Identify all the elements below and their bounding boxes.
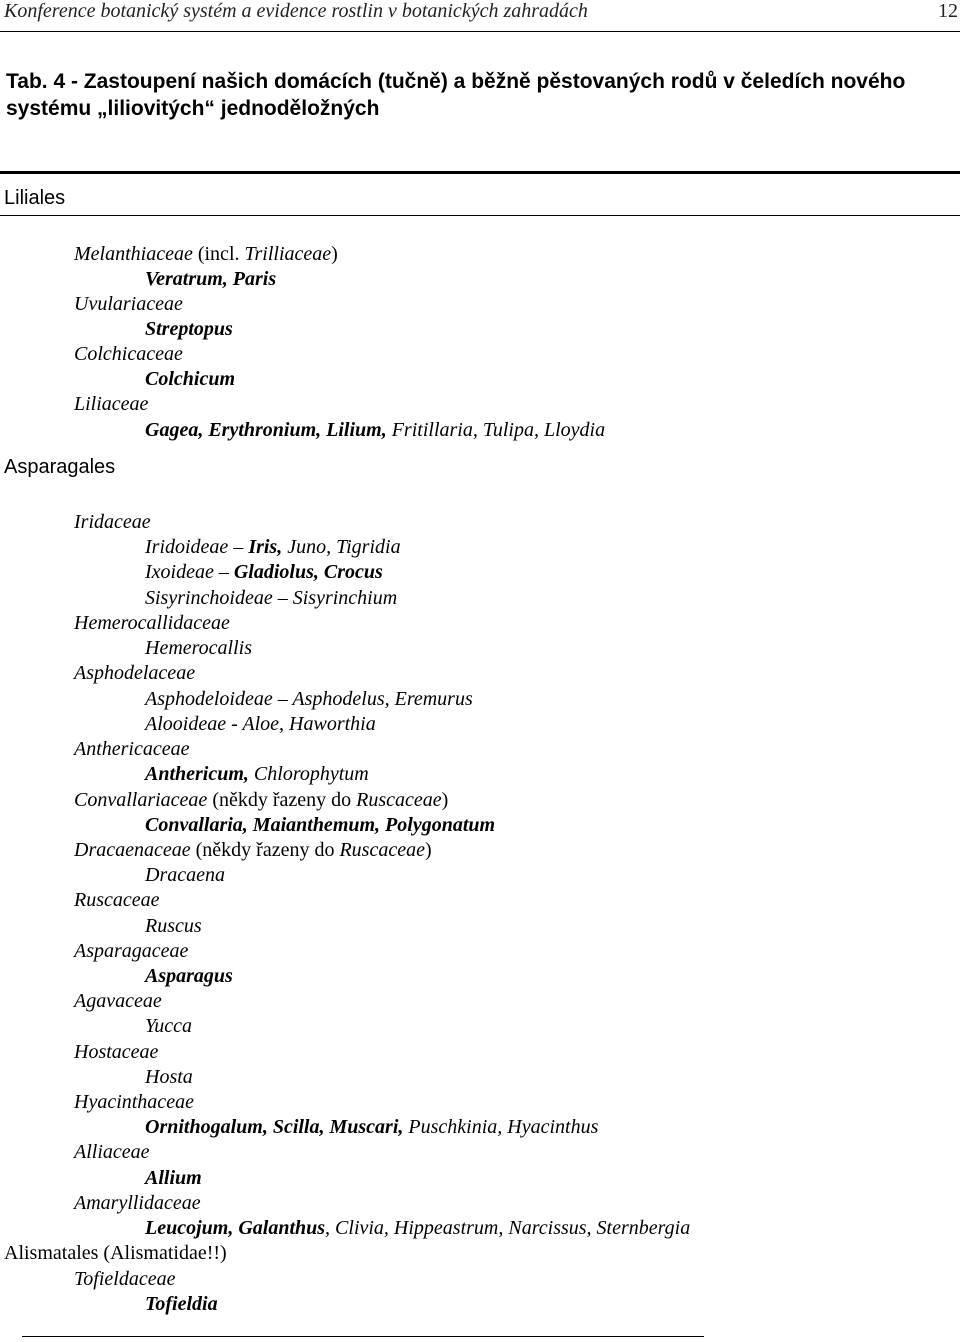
conference-title: Konference botanický systém a evidence rostlin v botanických zahradách	[4, 0, 588, 22]
footnote-rule	[22, 1336, 704, 1337]
genera-alooideae: Alooideae - Aloe, Haworthia	[145, 713, 376, 735]
family-hyacinthaceae: Hyacinthaceae	[74, 1091, 194, 1113]
genera-hemerocallis: Hemerocallis	[145, 637, 253, 659]
family-ruscaceae: Ruscaceae	[74, 889, 160, 911]
family-hemerocallidaceae: Hemerocallidaceae	[74, 612, 230, 634]
genera-iridoideae: Iridoideae – Iris, Juno, Tigridia	[145, 536, 401, 558]
genera-tofieldia: Tofieldia	[145, 1293, 218, 1315]
genera-asparagus: Asparagus	[145, 965, 233, 987]
family-iridaceae: Iridaceae	[74, 511, 151, 533]
page-number: 12	[938, 0, 958, 22]
caption-line-2: systému „liliovitých“ jednoděložných	[6, 97, 380, 120]
genera-liliaceae: Gagea, Erythronium, Lilium, Fritillaria, Tulipa, Lloydia	[145, 419, 606, 441]
genera-yucca: Yucca	[145, 1015, 193, 1037]
genera-colchicaceae: Colchicum	[145, 368, 236, 390]
genera-ixoideae: Ixoideae – Gladiolus, Crocus	[145, 561, 383, 583]
order-liliales: Liliales	[4, 187, 66, 209]
genera-melanthiaceae: Veratrum, Paris	[145, 268, 277, 290]
family-alliaceae: Alliaceae	[74, 1141, 150, 1163]
family-colchicaceae: Colchicaceae	[74, 343, 183, 365]
genera-amaryllidaceae: Leucojum, Galanthus, Clivia, Hippeastrum, Narcissus, Sternbergia	[145, 1217, 691, 1239]
order-asparagales: Asparagales	[4, 456, 116, 478]
family-tofieldaceae: Tofieldaceae	[74, 1268, 176, 1290]
family-uvulariaceae: Uvulariaceae	[74, 293, 183, 315]
family-asparagaceae: Asparagaceae	[74, 940, 189, 962]
family-melanthiaceae: Melanthiaceae (incl. Trilliaceae)	[74, 243, 338, 265]
family-convallariaceae: Convallariaceae (někdy řazeny do Ruscaceae)	[74, 789, 449, 811]
genera-allium: Allium	[145, 1167, 202, 1189]
genera-hyacinthaceae: Ornithogalum, Scilla, Muscari, Puschkinia, Hyacinthus	[145, 1116, 599, 1138]
genera-convallariaceae: Convallaria, Maianthemum, Polygonatum	[145, 814, 496, 836]
genera-uvulariaceae: Streptopus	[145, 318, 233, 340]
caption-line-1: Tab. 4 - Zastoupení našich domácích (tučně) a běžně pěstovaných rodů v čeledích nového	[6, 70, 906, 93]
family-amaryllidaceae: Amaryllidaceae	[74, 1192, 201, 1214]
family-anthericaceae: Anthericaceae	[74, 738, 190, 760]
genera-ruscus: Ruscus	[145, 915, 202, 937]
genera-asphodeloideae: Asphodeloideae – Asphodelus, Eremurus	[145, 688, 473, 710]
genera-hosta: Hosta	[145, 1066, 193, 1088]
table-rule-top	[0, 171, 960, 174]
order-alismatales: Alismatales (Alismatidae!!)	[4, 1242, 227, 1264]
family-dracaenaceae: Dracaenaceae (někdy řazeny do Ruscaceae)	[74, 839, 432, 861]
genera-anthericaceae: Anthericum, Chlorophytum	[145, 763, 369, 785]
family-asphodelaceae: Asphodelaceae	[74, 662, 196, 684]
family-agavaceae: Agavaceae	[74, 990, 162, 1012]
genera-dracaena: Dracaena	[145, 864, 225, 886]
family-hostaceae: Hostaceae	[74, 1041, 159, 1063]
header-rule	[0, 31, 960, 32]
page-header	[0, 0, 960, 26]
family-liliaceae: Liliaceae	[74, 393, 149, 415]
table-caption	[6, 68, 956, 122]
table-rule-mid	[0, 215, 960, 216]
genera-sisyrinchoideae: Sisyrinchoideae – Sisyrinchium	[145, 587, 398, 609]
